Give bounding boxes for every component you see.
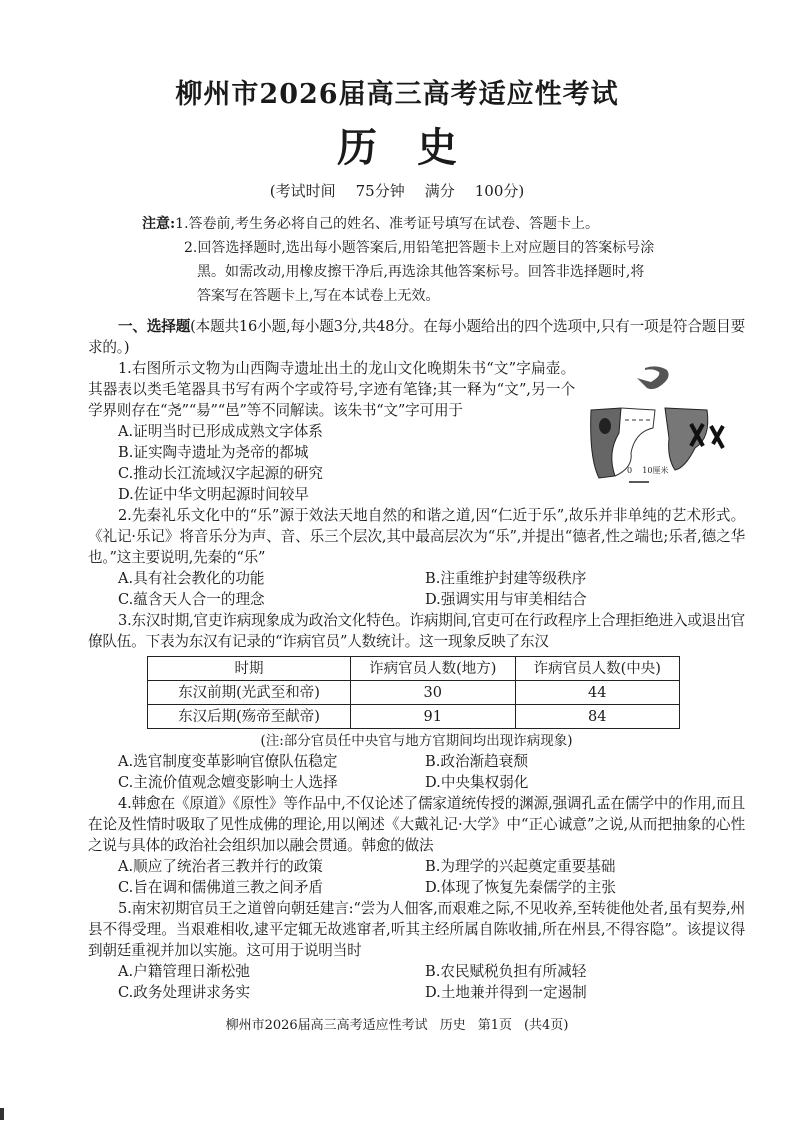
red-inscription-1 xyxy=(599,418,611,434)
subject-title: 历史 xyxy=(337,124,497,171)
exam-time-value: 75分钟 xyxy=(355,182,405,200)
cell-period: 东汉后期(殇帝至献帝) xyxy=(148,705,351,729)
footer-subject: 历史 xyxy=(439,1018,466,1033)
option-c[interactable]: C.主流价值观念嬗变影响士人选择 xyxy=(118,774,338,791)
note-1: 1.答卷前,考生务必将自己的姓名、准考证号填写在试卷、答题卡上。 xyxy=(175,216,599,232)
table-header-row xyxy=(148,657,680,681)
section-instruction: (本题共16小题,每小题3分,共48分。在每小题给出的四个选项中,只有一项是符合题目要求的。) xyxy=(88,318,745,356)
cell-local: 30 xyxy=(351,681,516,705)
table-row xyxy=(148,705,680,729)
option-c[interactable]: C.政务处理讲求务实 xyxy=(118,984,251,1001)
option-b[interactable]: B.证实陶寺遗址为尧帝的都城 xyxy=(118,444,309,461)
option-c[interactable]: C.旨在调和儒佛道三教之间矛盾 xyxy=(118,879,324,896)
header-central: 诈病官员人数(中央) xyxy=(515,657,680,681)
footer-exam: 柳州市2026届高三高考适应性考试 xyxy=(225,1018,428,1033)
cell-central: 84 xyxy=(515,705,680,729)
header-period: 时期 xyxy=(148,657,351,681)
cell-period: 东汉前期(光武至和帝) xyxy=(148,681,351,705)
note-2: 2.回答选择题时,选出每小题答案后,用铅笔把答题卡上对应题目的答案标号涂 xyxy=(184,240,655,256)
cell-central: 44 xyxy=(515,681,680,705)
question-3-options xyxy=(118,751,745,793)
option-a[interactable]: A.户籍管理日渐松弛 xyxy=(118,963,250,980)
option-a[interactable]: A.证明当时已形成成熟文字体系 xyxy=(118,423,323,440)
scan-edge-mark xyxy=(0,1108,4,1120)
notes xyxy=(142,212,742,308)
option-b[interactable]: B.为理学的兴起奠定重要基础 xyxy=(425,858,616,875)
notes-label: 注意: xyxy=(142,216,176,232)
option-b[interactable]: B.注重维护封建等级秩序 xyxy=(425,570,587,587)
full-score-value: 100分) xyxy=(474,182,525,200)
option-d[interactable]: D.佐证中华文明起源时间较早 xyxy=(118,486,309,503)
option-d[interactable]: D.中央集权弱化 xyxy=(425,774,529,791)
question-1-stem: 1.右图所示文物为山西陶寺遗址出土的龙山文化晚期朱书“文”字扁壶。其器表以类毛笔器具书写有两个字或符号,字迹有笔锋;其一释为“文”,另一个学界则存在“尧”“昜”“邑”等不同解读。该朱书“文”字可用于 xyxy=(88,360,575,419)
full-score-label: 满分 xyxy=(424,182,455,200)
question-2-options xyxy=(118,568,745,610)
question-1 xyxy=(88,358,745,505)
option-b[interactable]: B.政治渐趋衰颓 xyxy=(425,753,528,770)
option-a[interactable]: A.具有社会教化的功能 xyxy=(118,570,265,587)
question-5-options xyxy=(118,961,745,1003)
section-heading: 一、选择题 xyxy=(118,318,191,335)
note-2-cont: 黑。如需改动,用橡皮擦干净后,再选涂其他答案标号。回答非选择题时,将 xyxy=(197,264,645,280)
statistics-table xyxy=(147,656,680,729)
option-a[interactable]: A.选官制度变革影响官僚队伍稳定 xyxy=(118,753,338,770)
footer-page: 第1页 xyxy=(477,1018,512,1033)
option-d[interactable]: D.土地兼并得到一定遏制 xyxy=(425,984,587,1001)
question-3-stem: 3.东汉时期,官吏诈病现象成为政治文化特色。诈病期间,官吏可在行政程序上合理拒绝进入或退出官僚队伍。下表为东汉有记录的“诈病官员”人数统计。这一现象反映了东汉 xyxy=(88,612,745,650)
page-footer xyxy=(0,1017,794,1055)
questions-area xyxy=(88,316,745,1003)
table-note: (注:部分官员任中央官与地方官期间均出现诈病现象) xyxy=(260,733,573,749)
option-b[interactable]: B.农民赋税负担有所减轻 xyxy=(425,963,587,980)
figure-scale: 0 10厘米 xyxy=(627,466,669,475)
question-4-stem: 4.韩愈在《原道》《原性》等作品中,不仅论述了儒家道统传授的渊源,强调孔孟在儒学中的作用,而且在论及性情时吸取了见性成佛的理论,用以阐述《大戴礼记·大学》中“正心诚意”之说,从而把抽象的心性之说与具体的政治社会组织加以融会贯通。韩愈的做法 xyxy=(88,795,745,854)
exam-time-label: (考试时间 xyxy=(269,182,336,200)
question-2-stem: 2.先秦礼乐文化中的“乐”源于效法天地自然的和谐之道,因“仁近于乐”,故乐并非单纯的艺术形式。《礼记·乐记》将音乐分为声、音、乐三个层次,其中最高层次为“乐”,并提出“德者,性之端也;乐者,德之华也。”这主要说明,先秦的“乐” xyxy=(88,507,745,566)
rim-shard xyxy=(637,366,669,389)
exam-info xyxy=(0,180,794,202)
option-a[interactable]: A.顺应了统治者三教并行的政策 xyxy=(118,858,323,875)
footer-total: (共4页) xyxy=(523,1018,569,1033)
option-d[interactable]: D.体现了恢复先秦儒学的主张 xyxy=(425,879,616,896)
option-c[interactable]: C.推动长江流域汉字起源的研究 xyxy=(118,465,324,482)
option-d[interactable]: D.强调实用与审美相结合 xyxy=(425,591,587,608)
artifact-figure xyxy=(585,358,745,488)
option-c[interactable]: C.蕴含天人合一的理念 xyxy=(118,591,265,608)
question-4-options xyxy=(118,856,745,898)
cell-local: 91 xyxy=(351,705,516,729)
note-2-cont2: 答案写在答题卡上,写在本试卷上无效。 xyxy=(197,288,440,304)
header-local: 诈病官员人数(地方) xyxy=(351,657,516,681)
question-5-stem: 5.南宋初期官员王之道曾向朝廷建言:“尝为人佃客,而艰难之际,不见收养,至转徙他处者,虽有契券,州县不得受理。当艰难相收,逮平定辄无故逃窜者,听其主经所属自陈收捕,所在州县,不得容隐”。该提议得到朝廷重视并加以实施。这可用于说明当时 xyxy=(88,900,745,959)
exam-title: 柳州市2026届高三高考适应性考试 xyxy=(175,79,619,110)
section-header xyxy=(88,316,745,358)
table-row xyxy=(148,681,680,705)
